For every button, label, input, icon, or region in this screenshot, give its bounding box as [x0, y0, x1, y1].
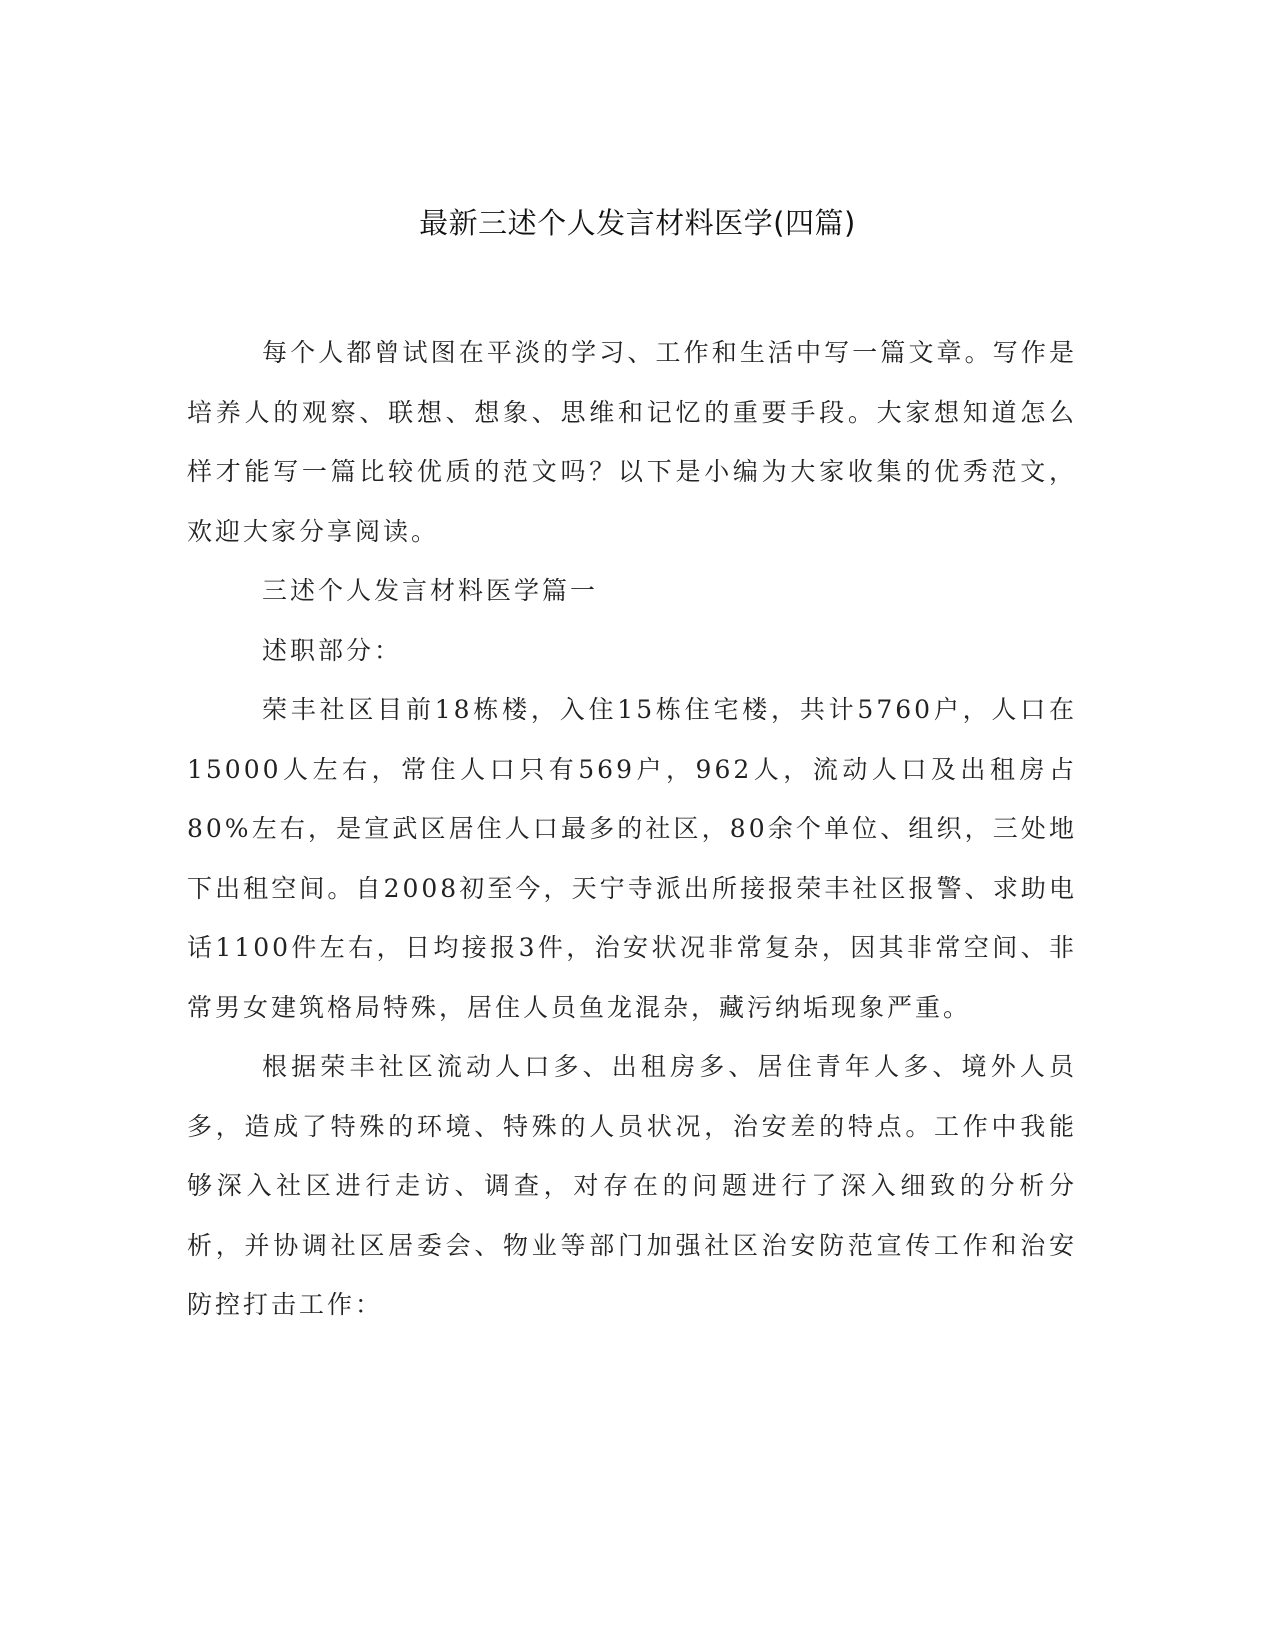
subsection-heading: 述职部分：: [262, 635, 403, 665]
document-title: 最新三述个人发言材料医学(四篇): [419, 206, 856, 240]
paragraph-work: 根据荣丰社区流动人口多、出租房多、居住青年人多、境外人员多，造成了特殊的环境、特殊的人员状况，治安差的特点。工作中我能够深入社区进行走访、调查，对存在的问题进行了深入细致的分析分析，并协调社区居委会、物业等部门加强社区治安防范宣传工作和治安防控打击工作：: [187, 1052, 1077, 1319]
paragraph-community: 荣丰社区目前18栋楼，入住15栋住宅楼，共计5760户，人口在15000人左右，常住人口只有569户，962人，流动人口及出租房占80%左右，是宣武区居住人口最多的社区，80余个单位、组织，三处地下出租空间。自2008初至今，天宁寺派出所接报荣丰社区报警、求助电话1100件左右，日均接报3件，治安状况非常复杂，因其非常空间、非常男女建筑格局特殊，居住人员鱼龙混杂，藏污纳垢现象严重。: [187, 695, 1077, 1022]
paragraph-intro: 每个人都曾试图在平淡的学习、工作和生活中写一篇文章。写作是培养人的观察、联想、想象、思维和记忆的重要手段。大家想知道怎么样才能写一篇比较优质的范文吗？以下是小编为大家收集的优秀范文，欢迎大家分享阅读。: [187, 338, 1077, 546]
document-body: [187, 323, 1077, 1335]
section-heading: 三述个人发言材料医学篇一: [262, 576, 599, 605]
